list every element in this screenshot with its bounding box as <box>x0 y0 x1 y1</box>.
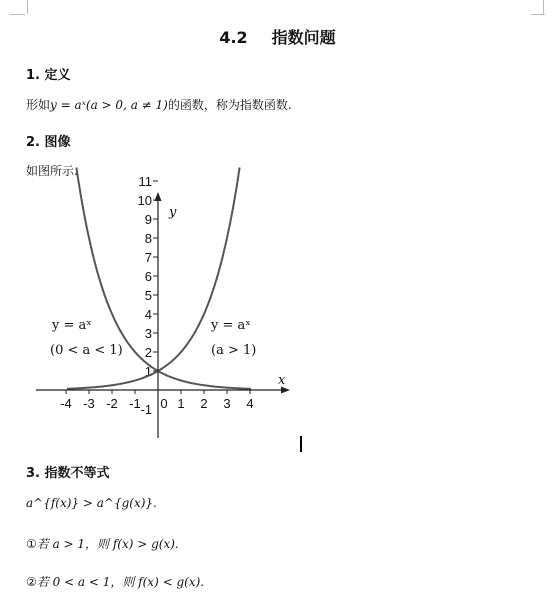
page-corner-mark <box>543 0 545 14</box>
x-tick-label: 0 <box>160 396 168 411</box>
section-heading-graph: 2. 图像 <box>26 135 71 150</box>
y-tick-label: 3 <box>144 326 152 341</box>
inequality-case-1 <box>26 535 179 552</box>
definition-formula: y = aˣ <box>50 98 86 112</box>
definition-condition: (a > 0, a ≠ 1) <box>85 98 168 112</box>
y-tick-label: 6 <box>144 269 152 284</box>
right-curve-formula: y = aˣ <box>211 318 251 333</box>
x-tick-label: 4 <box>246 396 254 411</box>
section-heading-definition: 1. 定义 <box>26 68 71 83</box>
y-tick-label: 8 <box>144 231 152 246</box>
case-2-text: 若 0 < a < 1，则 f(x) < g(x). <box>36 575 205 589</box>
page-corner-mark <box>10 13 25 15</box>
x-axis-label: x <box>278 373 286 388</box>
exponential-graph <box>28 174 293 445</box>
y-tick-label: 10 <box>137 193 152 208</box>
title-number: 4.2 <box>219 28 248 47</box>
figure-caption: 如图所示. <box>26 164 78 178</box>
x-tick-label: -2 <box>106 396 118 411</box>
title-text: 指数问题 <box>271 28 336 47</box>
inequality-main: a^{f(x)} > a^{g(x)}. <box>26 496 157 510</box>
y-tick-label: -1 <box>140 402 152 417</box>
x-tick-label: 3 <box>223 396 231 411</box>
y-tick-label: 1 <box>144 364 152 379</box>
definition-suffix: 的函数，称为指数函数. <box>167 98 292 112</box>
x-tick-label: -3 <box>83 396 95 411</box>
left-curve-formula: y = aˣ <box>52 318 92 333</box>
y-axis-arrow-icon <box>155 192 162 201</box>
section-heading-inequality: 3. 指数不等式 <box>26 466 110 481</box>
y-tick-label: 2 <box>144 345 152 360</box>
definition-line <box>26 96 292 113</box>
x-tick-label: -4 <box>60 396 72 411</box>
page-title <box>0 25 555 48</box>
case-2-marker: ② <box>26 575 37 589</box>
y-axis-label: y <box>169 205 177 220</box>
page-corner-mark <box>24 0 28 14</box>
text-cursor <box>300 436 302 452</box>
page-corner-mark <box>531 13 545 15</box>
left-curve-condition: (0 < a < 1) <box>50 343 123 358</box>
right-curve-condition: (a > 1) <box>211 343 257 358</box>
case-1-marker: ① <box>26 537 37 551</box>
y-tick-label: 5 <box>144 288 152 303</box>
inequality-case-2 <box>26 573 204 590</box>
x-tick-label: 2 <box>200 396 208 411</box>
y-tick-label: 7 <box>144 250 152 265</box>
definition-prefix: 形如 <box>26 98 51 112</box>
y-tick-label: 4 <box>144 307 152 322</box>
case-1-text: 若 a > 1，则 f(x) > g(x). <box>36 537 179 551</box>
y-tick-label: 11 <box>138 174 152 189</box>
x-tick-label: 1 <box>177 396 185 411</box>
x-tick-label: -1 <box>129 396 141 411</box>
y-tick-label: 9 <box>144 212 152 227</box>
